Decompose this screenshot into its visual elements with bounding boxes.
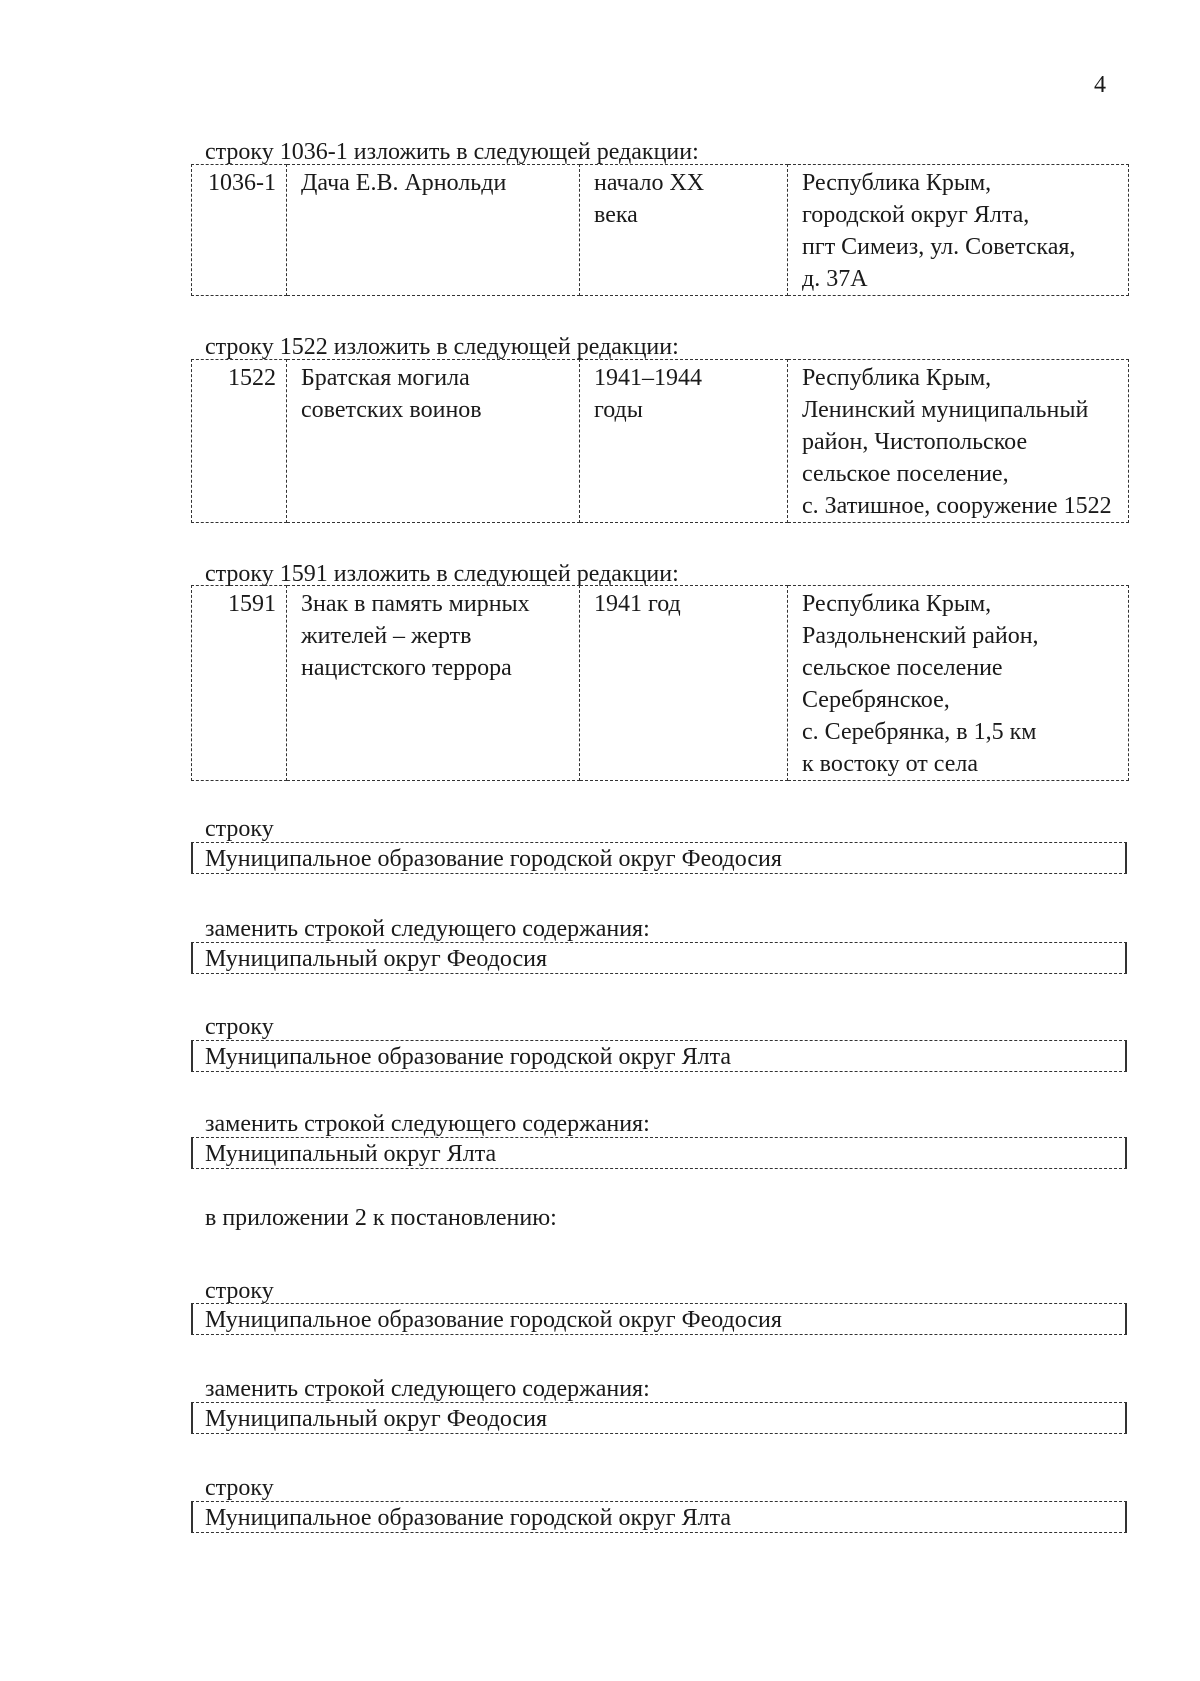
cell-location: Республика Крым, Ленинский муниципальный район, Чистопольское сельское поселение, с. Затишное, сооружение 1522 [788,360,1129,523]
cell-number: 1591 [192,586,287,781]
table-row [192,360,1129,523]
cell-date: начало XX века [580,165,788,296]
replace-label: строку [205,1014,274,1040]
section-label-1522: строку 1522 изложить в следующей редакции: [205,334,679,360]
replace-box: Муниципальное образование городской округ Ялта [191,1040,1127,1072]
replace-label: заменить строкой следующего содержания: [205,1376,650,1402]
cell-number: 1036-1 [192,165,287,296]
table-row [192,165,1129,296]
replace-label: строку [205,816,274,842]
section-label-1591: строку 1591 изложить в следующей редакции: [205,561,679,587]
replace-box: Муниципальное образование городской округ Феодосия [191,1303,1127,1335]
replace-label: строку [205,1475,274,1501]
cell-name: Братская могила советских воинов [287,360,580,523]
table-1522 [191,359,1129,523]
appendix-label: в приложении 2 к постановлению: [205,1205,557,1231]
replace-label: строку [205,1278,274,1304]
cell-number: 1522 [192,360,287,523]
cell-date: 1941 год [580,586,788,781]
replace-box: Муниципальный округ Феодосия [191,1402,1127,1434]
cell-location: Республика Крым, городской округ Ялта, пгт Симеиз, ул. Советская, д. 37А [788,165,1129,296]
cell-date: 1941–1944 годы [580,360,788,523]
replace-box: Муниципальный округ Ялта [191,1137,1127,1169]
table-1036-1 [191,164,1129,296]
table-1591 [191,585,1129,781]
cell-name: Дача Е.В. Арнольди [287,165,580,296]
table-row [192,586,1129,781]
cell-name: Знак в память мирных жителей – жертв нацистского террора [287,586,580,781]
replace-label: заменить строкой следующего содержания: [205,916,650,942]
replace-label: заменить строкой следующего содержания: [205,1111,650,1137]
page-number: 4 [1094,72,1106,98]
replace-box: Муниципальный округ Феодосия [191,942,1127,974]
cell-location: Республика Крым, Раздольненский район, сельское поселение Серебрянское, с. Серебрянка, в 1,5 км к востоку от села [788,586,1129,781]
replace-box: Муниципальное образование городской округ Ялта [191,1501,1127,1533]
section-label-1036-1: строку 1036-1 изложить в следующей редакции: [205,139,699,165]
replace-box: Муниципальное образование городской округ Феодосия [191,842,1127,874]
